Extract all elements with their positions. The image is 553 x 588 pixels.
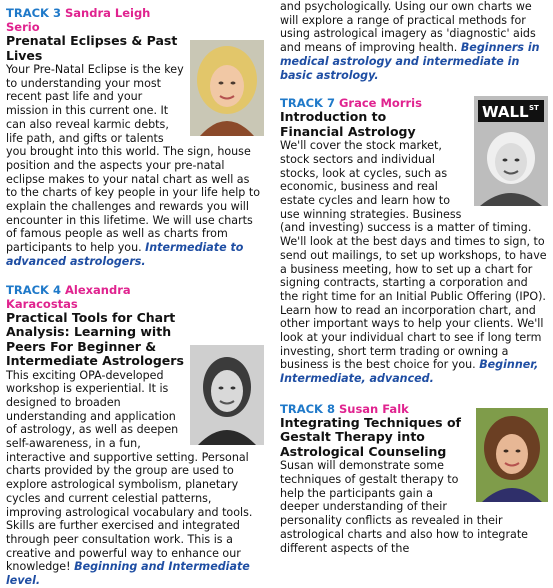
track-3-heading: [6, 6, 264, 34]
track-3-section: [6, 6, 264, 269]
portrait-serio-image: [190, 40, 264, 136]
portrait-morris-image: [474, 96, 548, 206]
track-8-speaker: Susan Falk: [338, 401, 409, 416]
track-8-title: Integrating Techniques of Gestalt Therapy into Astrological Counseling: [280, 414, 461, 459]
track-4-heading: [6, 283, 264, 311]
track-8-description: Susan will demonstrate some techniques of gestalt therapy to help the participants gain a deeper understanding of their personality conflicts as revealed in their astrological charts and also how to integrate different aspects of the: [280, 459, 528, 555]
track-7-section: [280, 96, 548, 386]
track-7-description-text: We'll cover the stock market, stock sectors and individual stocks, look at cycles, such as economic, business and real estate cycles and learn how to use winning strategies. Business (and investing) success is a matter of timing. We'll look at the best days and times to sign, to send out mailings, to set up workshops, to have a business meeting, how to set up a chart for signing contracts, starting a corporation and the right time for an Initial Public Offering (IPO). Learn how to read an incorporation chart, and other important ways to help your clients. We'll look at your individual chart to see if long term investing, short term trading or owning a business is the best choice for you.: [280, 139, 547, 372]
speaker-photo-morris: [474, 96, 548, 206]
track-4-description-text: This exciting OPA-developed workshop is experiential. It is designed to broaden understanding and application of astrology, as well as deepen self-awareness, in a fun, interactive and supportive setting. Personal charts provided by the group are used to explore astrological symbolism, planetary cycles and current celestial patterns, improving astrological vocabulary and tools. Skills are further exercised and integrated through peer consultation work. This is a creative and powerful way to enhance our knowledge!: [6, 368, 253, 574]
portrait-falk-image: [476, 408, 548, 502]
track-8-label: TRACK 8: [280, 401, 335, 416]
track-7-speaker: Grace Morris: [338, 96, 422, 111]
speaker-photo-falk: [476, 408, 548, 502]
speaker-photo-serio: [190, 40, 264, 136]
track-3-description-text: Your Pre-Natal Eclipse is the key to understanding your most recent past life and your mission in this current one. It can also reveal karmic debts, life path, and gifts or talents you brought into this world. The sign, house position and the aspects your pre-natal eclipse makes to your natal chart as well as to the charts of key people in your life help to explain the challenges and rewards you will encounter in this lifetime. We will use charts of famous people as well as charts from participants to help you.: [6, 63, 261, 255]
track-3-title: Prenatal Eclipses & Past Lives: [6, 33, 178, 63]
portrait-karacostas-image: [190, 345, 264, 445]
track-7-label: TRACK 7: [280, 96, 335, 111]
track-4-level: Beginning and Intermediate level.: [6, 560, 250, 588]
track-3-label: TRACK 3: [6, 6, 61, 20]
track-4-speaker: Alexandra Karacostas: [6, 282, 131, 311]
previous-track-description-text: and psychologically. Using our own charts we will explore a range of practical methods for using astrological imagery as 'diagnostic' aids and means of improving health.: [280, 0, 536, 55]
track-3-level: Intermediate to advanced astrologers.: [6, 241, 244, 268]
previous-track-level: Beginners in medical astrology and intermediate in basic astrology.: [280, 41, 540, 82]
wall-street-sign-small-text: ST: [529, 104, 539, 113]
track-8-section: [280, 402, 548, 555]
track-4-title: Practical Tools for Chart Analysis: Learning with Peers For Beginner & Intermediate Astrologers: [6, 309, 184, 369]
track-7-level: Beginner, Intermediate, advanced.: [280, 358, 539, 386]
right-column: [280, 0, 548, 555]
speaker-photo-karacostas: [190, 345, 264, 445]
wall-street-sign-text: WALL: [482, 103, 529, 122]
track-4-label: TRACK 4: [6, 282, 61, 297]
left-column: [6, 6, 264, 588]
track-7-title: Introduction to Financial Astrology: [280, 109, 416, 139]
track-3-speaker: Sandra Leigh Serio: [6, 6, 151, 34]
previous-track-continuation: [280, 0, 548, 82]
track-4-section: [6, 283, 264, 588]
previous-track-description: [280, 0, 548, 82]
